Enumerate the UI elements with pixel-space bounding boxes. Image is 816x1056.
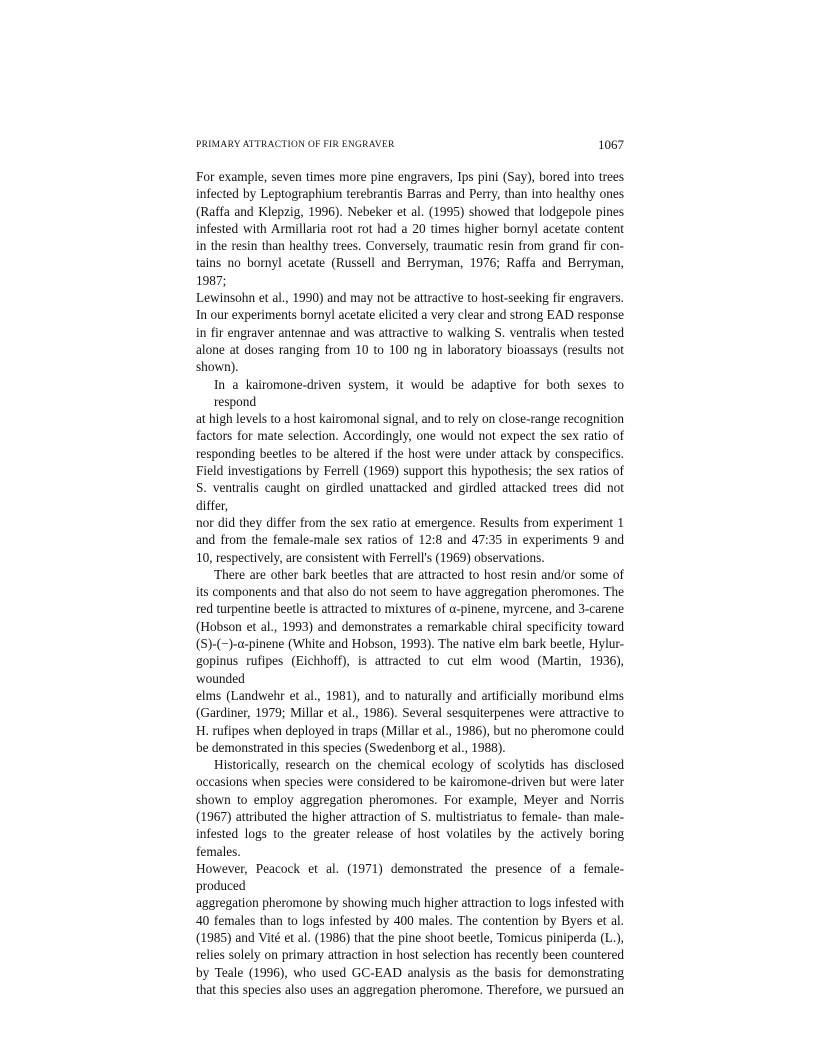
- text-line: shown to employ aggregation pheromones. For example, Meyer and Norris: [196, 791, 624, 807]
- text-line: occasions when species were considered to be kairomone-driven but were later: [196, 774, 624, 790]
- text-line: Field investigations by Ferrell (1969) support this hypothesis; the sex ratios of: [196, 463, 624, 479]
- running-title: PRIMARY ATTRACTION OF FIR ENGRAVER: [196, 140, 395, 150]
- text-line: relies solely on primary attraction in host selection has recently been countered: [196, 947, 624, 963]
- text-line: (S)-(−)-α-pinene (White and Hobson, 1993). The native elm bark beetle, Hylur-: [196, 636, 624, 652]
- text-line: H. rufipes when deployed in traps (Millar et al., 1986), but no pheromone could: [196, 722, 624, 738]
- paragraph-4: [196, 756, 624, 998]
- text-line: nor did they differ from the sex ratio at emergence. Results from experiment 1: [196, 514, 624, 530]
- text-line: gopinus rufipes (Eichhoff), is attracted to cut elm wood (Martin, 1936), wounded: [196, 653, 624, 686]
- text-line: S. ventralis caught on girdled unattacked and girdled attacked trees did not differ,: [196, 480, 624, 513]
- text-line: elms (Landwehr et al., 1981), and to naturally and artificially moribund elms: [196, 687, 624, 703]
- text-line: 10, respectively, are consistent with Ferrell's (1969) observations.: [196, 549, 545, 565]
- text-line: (1985) and Vité et al. (1986) that the pine shoot beetle, Tomicus piniperda (L.),: [196, 930, 624, 946]
- body-text: [196, 168, 624, 998]
- text-line: be demonstrated in this species (Swedenborg et al., 1988).: [196, 739, 506, 755]
- text-line: factors for mate selection. Accordingly, one would not expect the sex ratio of: [196, 428, 624, 444]
- text-line: infested with Armillaria root rot had a 20 times higher bornyl acetate content: [196, 220, 624, 236]
- text-line: infested logs to the greater release of host volatiles by the actively boring females.: [196, 826, 624, 859]
- text-line: tains no bornyl acetate (Russell and Berryman, 1976; Raffa and Berryman, 1987;: [196, 255, 624, 288]
- text-line: For example, seven times more pine engravers, Ips pini (Say), bored into trees: [196, 169, 624, 184]
- text-line: (1967) attributed the higher attraction of S. multistriatus to female- than male-: [196, 808, 624, 824]
- text-line: In our experiments bornyl acetate elicited a very clear and strong EAD response: [196, 307, 624, 323]
- text-line: (Gardiner, 1979; Millar et al., 1986). Several sesquiterpenes were attractive to: [196, 705, 624, 721]
- running-header: [196, 137, 624, 155]
- text-line: in fir engraver antennae and was attractive to walking S. ventralis when tested: [196, 324, 624, 340]
- text-line: in the resin than healthy trees. Conversely, traumatic resin from grand fir con-: [196, 238, 624, 254]
- text-line: Historically, research on the chemical ecology of scolytids has disclosed: [214, 757, 624, 773]
- text-line: that this species also uses an aggregation pheromone. Therefore, we pursued an: [196, 981, 624, 997]
- text-line: infected by Leptographium terebrantis Barras and Perry, than into healthy ones: [196, 186, 624, 202]
- text-line: (Hobson et al., 1993) and demonstrates a remarkable chiral specificity toward: [196, 618, 624, 634]
- paragraph-2: [196, 376, 624, 566]
- text-line: aggregation pheromone by showing much higher attraction to logs infested with: [196, 895, 624, 911]
- text-line: In a kairomone-driven system, it would be adaptive for both sexes to respond: [214, 376, 624, 409]
- text-line: and from the female-male sex ratios of 12:8 and 47:35 in experiments 9 and: [196, 532, 624, 548]
- text-line: responding beetles to be altered if the host were under attack by conspecifics.: [196, 445, 624, 461]
- text-line: at high levels to a host kairomonal signal, and to rely on close-range recognition: [196, 411, 624, 427]
- text-line: However, Peacock et al. (1971) demonstrated the presence of a female-produced: [196, 860, 624, 894]
- text-line: (Raffa and Klepzig, 1996). Nebeker et al. (1995) showed that lodgepole pines: [196, 203, 624, 219]
- page-number: 1067: [598, 137, 624, 152]
- text-line: shown).: [196, 359, 239, 375]
- text-line: red turpentine beetle is attracted to mixtures of α-pinene, myrcene, and 3-carene: [196, 601, 624, 617]
- text-line: its components and that also do not seem to have aggregation pheromones. The: [196, 584, 624, 600]
- paragraph-1: [196, 168, 624, 376]
- paragraph-3: [196, 566, 624, 756]
- text-line: by Teale (1996), who used GC-EAD analysis as the basis for demonstrating: [196, 964, 624, 980]
- text-line: 40 females than to logs infested by 400 males. The contention by Byers et al.: [196, 912, 624, 928]
- text-line: alone at doses ranging from 10 to 100 ng in laboratory bioassays (results not: [196, 341, 624, 357]
- text-line: Lewinsohn et al., 1990) and may not be attractive to host-seeking fir engravers.: [196, 290, 624, 306]
- text-line: There are other bark beetles that are attracted to host resin and/or some of: [214, 566, 624, 582]
